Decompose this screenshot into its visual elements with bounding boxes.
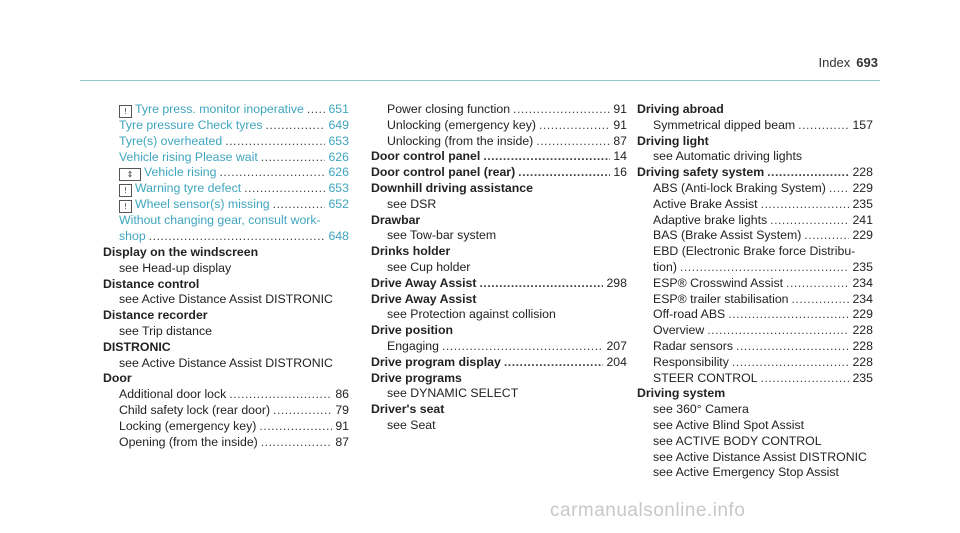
index-entry[interactable]: Drive program display ..... 204 (371, 355, 627, 371)
see-reference[interactable]: see Protection against collision (387, 307, 556, 322)
see-reference[interactable]: see ACTIVE BODY CONTROL (653, 433, 822, 448)
index-heading: Drawbar (371, 212, 421, 227)
index-entry[interactable]: Door control panel (rear) ..... 16 (371, 165, 627, 181)
see-reference[interactable]: see Active Distance Assist DISTRONIC (119, 292, 333, 307)
index-entry[interactable]: Child safety lock (rear door) ..... 79 (103, 403, 349, 419)
index-heading: Driving abroad (637, 102, 724, 116)
index-entry[interactable]: Engaging ..... 207 (371, 339, 627, 355)
index-heading: Driving system (637, 386, 726, 401)
see-reference[interactable]: see 360° Camera (653, 402, 749, 417)
index-entry[interactable]: ! Tyre press. monitor inoperative ..... 651 (103, 102, 349, 118)
index-heading: Downhill driving assistance (371, 180, 533, 195)
index-entry-line[interactable]: EBD (Electronic Brake force Distribu- (653, 244, 856, 259)
page-header (818, 55, 878, 70)
index-heading: Distance recorder (103, 308, 208, 323)
index-entry[interactable]: Door control panel ..... 14 (371, 149, 627, 165)
index-entry[interactable]: Active Brake Assist ..... 235 (637, 197, 873, 213)
index-label: Index (818, 55, 851, 70)
index-heading: Driving light (637, 133, 709, 148)
index-entry[interactable]: Tyre(s) overheated ..... 653 (103, 134, 349, 150)
index-entry[interactable]: Power closing function ..... 91 (371, 102, 627, 118)
index-heading: DISTRONIC (103, 339, 171, 354)
index-entry[interactable]: ESP® Crosswind Assist ..... 234 (637, 276, 873, 292)
see-reference[interactable]: see Tow-bar system (387, 228, 497, 243)
header-rule (80, 80, 880, 81)
index-entry[interactable]: ABS (Anti-lock Braking System) ..... 229 (637, 181, 873, 197)
index-entry[interactable]: Locking (emergency key) ..... 91 (103, 419, 349, 435)
see-reference[interactable]: see Active Distance Assist DISTRONIC (119, 355, 333, 370)
index-entry[interactable]: Tyre pressure Check tyres ..... 649 (103, 118, 349, 134)
index-heading: Door (103, 371, 132, 386)
index-entry[interactable]: Unlocking (emergency key) ..... 91 (371, 118, 627, 134)
index-entry[interactable]: tion) ..... 235 (637, 260, 873, 276)
index-heading: Drive Away Assist (371, 291, 477, 306)
index-entry[interactable]: Off-road ABS ..... 229 (637, 307, 873, 323)
index-column-1 (103, 102, 349, 450)
index-entry[interactable]: Overview ..... 228 (637, 323, 873, 339)
index-entry-line[interactable]: Without changing gear, consult work- (119, 213, 321, 228)
page-number: 693 (856, 55, 878, 70)
index-heading: Display on the windscreen (103, 244, 259, 259)
index-entry[interactable]: Driving safety system ..... 228 (637, 165, 873, 181)
see-reference[interactable]: see Trip distance (119, 323, 212, 338)
index-entry[interactable]: ! Wheel sensor(s) missing ..... 652 (103, 197, 349, 213)
vehicle-level-icon: ⇕ (119, 168, 141, 181)
index-entry[interactable]: BAS (Brake Assist System) ..... 229 (637, 228, 873, 244)
see-reference[interactable]: see Cup holder (387, 259, 471, 274)
index-entry[interactable]: ! Warning tyre defect ..... 653 (103, 181, 349, 197)
index-entry[interactable]: Vehicle rising Please wait ..... 626 (103, 150, 349, 166)
see-reference[interactable]: see DSR (387, 196, 437, 211)
see-reference[interactable]: see Seat (387, 417, 436, 432)
index-entry[interactable]: Unlocking (from the inside) ..... 87 (371, 134, 627, 150)
index-entry[interactable]: Adaptive brake lights ..... 241 (637, 213, 873, 229)
see-reference[interactable]: see Active Distance Assist DISTRONIC (653, 449, 867, 464)
see-reference[interactable]: see Active Emergency Stop Assist (653, 465, 839, 480)
see-reference[interactable]: see Active Blind Spot Assist (653, 417, 805, 432)
index-column-2 (371, 102, 627, 434)
see-reference[interactable]: see Automatic driving lights (653, 149, 803, 164)
index-entry[interactable]: Opening (from the inside) ..... 87 (103, 435, 349, 451)
index-entry[interactable]: Symmetrical dipped beam ..... 157 (637, 118, 873, 134)
watermark: carmanualsonline.info (550, 500, 746, 521)
index-entry[interactable]: ⇕ Vehicle rising ..... 626 (103, 165, 349, 181)
index-heading: Drive position (371, 323, 453, 338)
see-reference[interactable]: see DYNAMIC SELECT (387, 386, 519, 401)
index-entry[interactable]: ESP® trailer stabilisation ..... 234 (637, 292, 873, 308)
index-entry[interactable]: Additional door lock ..... 86 (103, 387, 349, 403)
index-heading: Driver's seat (371, 402, 445, 417)
index-entry[interactable]: STEER CONTROL ..... 235 (637, 371, 873, 387)
index-heading: Distance control (103, 276, 200, 291)
index-heading: Drive programs (371, 370, 462, 385)
index-entry[interactable]: Drive Away Assist ..... 298 (371, 276, 627, 292)
see-reference[interactable]: see Head-up display (119, 260, 232, 275)
index-entry[interactable]: Responsibility ..... 228 (637, 355, 873, 371)
tire-pressure-icon: ! (119, 105, 132, 118)
index-heading: Drinks holder (371, 244, 451, 259)
tire-pressure-icon: ! (119, 200, 132, 213)
index-entry[interactable]: shop ..... 648 (103, 229, 349, 245)
tire-pressure-icon: ! (119, 184, 132, 197)
index-entry[interactable]: Radar sensors ..... 228 (637, 339, 873, 355)
index-column-3 (637, 102, 873, 481)
